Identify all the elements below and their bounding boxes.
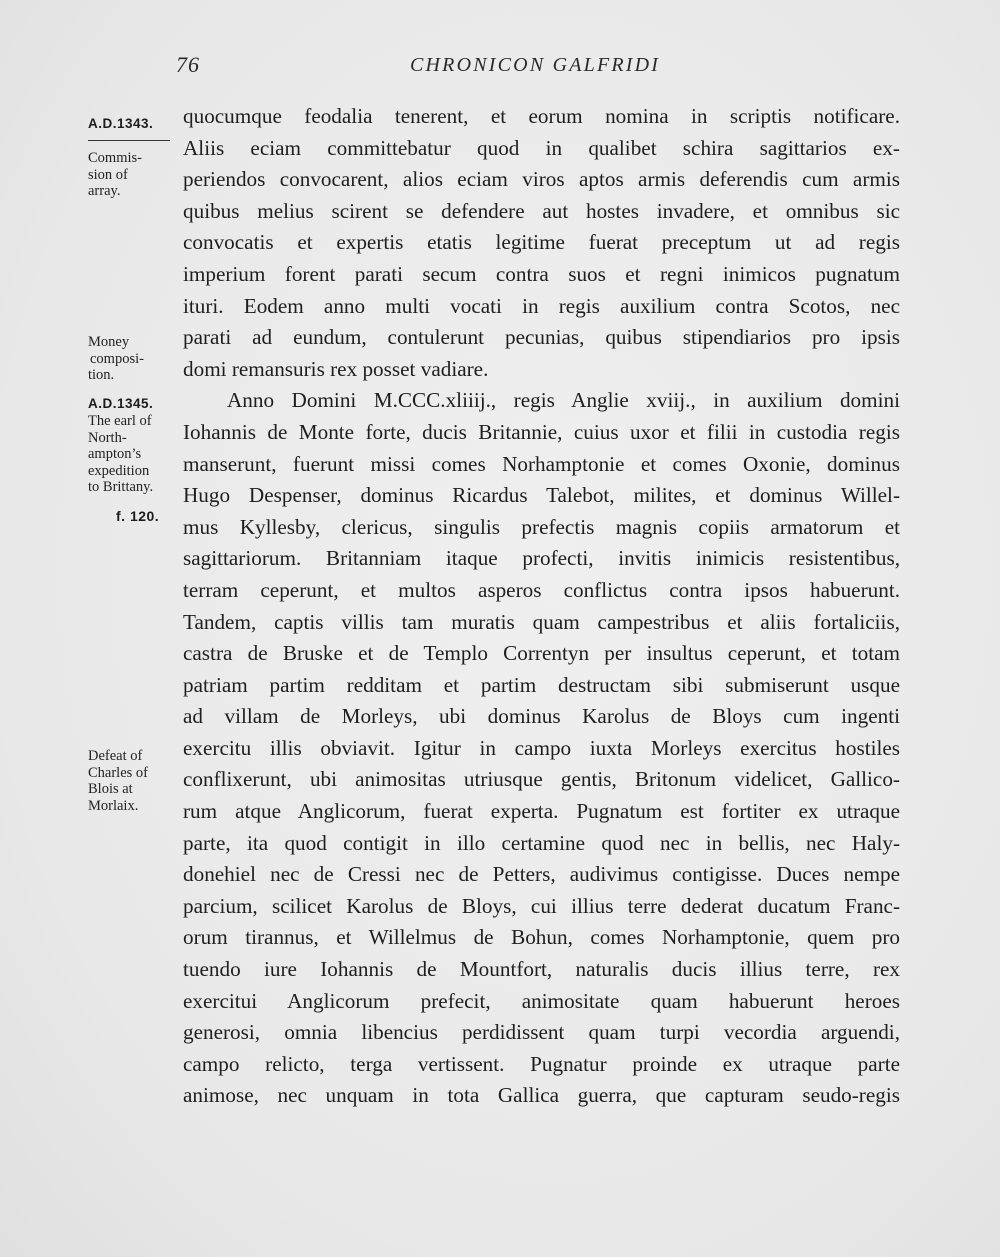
margin-notes [0,0,180,1257]
margin-note-line: The earl of [88,413,152,429]
margin-note-commission [88,150,178,200]
text-line: imperium forent parati secum contra suos et regni inimicos pugnatum [183,261,900,286]
text-line: rum atque Anglicorum, fuerat experta. Pugnatum est fortiter ex utraque [183,799,900,824]
text-line: manserunt, fuerunt missi comes Norhamptonie et comes Oxonie, dominus [183,451,900,476]
text-line: orum tirannus, et Willelmus de Bohun, comes Norhamptonie, quem pro [183,925,900,950]
text-line: conflixerunt, ubi animositas utriusque gentis, Britonum videlicet, Gallico- [183,767,900,792]
text-line: exercitu illis obviavit. Igitur in campo iuxta Morleys exercitus hostiles [183,735,900,760]
margin-note-defeat [88,748,178,814]
margin-note-line: Defeat of [88,748,143,764]
year-label-1345: A.D.1345. [88,396,154,411]
text-line: donehiel nec de Cressi nec de Petters, audivimus contigisse. Duces nempe [183,862,900,887]
margin-note-line: Money [88,334,130,350]
margin-note-line: array. [88,183,121,199]
text-line: exercitui Anglicorum prefecit, animositate quam habuerunt heroes [183,988,900,1013]
margin-rule [88,140,170,141]
text-line: generosi, omnia libencius perdidissent quam turpi vecordia arguendi, [183,1020,900,1045]
text-line: animose, nec unquam in tota Gallica guerra, que capturam seudo-regis [183,1083,900,1108]
text-line: tuendo iure Iohannis de Mountfort, naturalis ducis illius terre, rex [183,957,900,982]
text-line: Hugo Despenser, dominus Ricardus Talebot, milites, et dominus Willel- [183,483,900,508]
text-line: parati ad eundum, contulerunt pecunias, quibus stipendiarios pro ipsis [183,325,900,350]
margin-note-line: expedition [88,462,150,479]
margin-note-line: composi- [90,350,144,367]
margin-note-money [88,334,178,384]
text-line: ad villam de Morleys, ubi dominus Karolus de Bloys cum ingenti [183,704,900,729]
year-label-1343: A.D.1343. [88,116,154,131]
margin-note-line: Commis- [88,150,142,166]
text-line: convocatis et expertis etatis legitime fuerat preceptum ut ad regis [183,230,900,255]
margin-note-line: Morlaix. [88,797,139,814]
running-title: CHRONICON GALFRIDI [410,54,661,76]
margin-note-earl [88,413,178,496]
page-number: 76 [176,52,200,77]
text-line: campo relicto, terga vertissent. Pugnatur proinde ex utraque parte [183,1051,900,1076]
text-line-paragraph-end: domi remansuris rex posset vadiare. [183,356,489,381]
text-line-paragraph-start: Anno Domini M.CCC.xliiij., regis Anglie xviij., in auxilium domini [227,388,900,413]
margin-note-line: Blois at [88,781,133,797]
text-line: Iohannis de Monte forte, ducis Britannie, cuius uxor et filii in custodia regis [183,419,900,444]
text-line: terram ceperunt, et multos asperos conflictus contra ipsos habuerunt. [183,577,900,602]
margin-note-line: Charles of [88,764,148,781]
margin-note-line: tion. [88,367,115,383]
text-line: parcium, scilicet Karolus de Bloys, cui illius terre dederat ducatum Franc- [183,893,900,918]
text-line: mus Kyllesby, clericus, singulis prefectis magnis copiis armatorum et [183,514,900,539]
text-line: Aliis eciam committebatur quod in qualibet schira sagittarios ex- [183,135,900,160]
text-line: patriam partim redditam et partim destructam sibi submiserunt usque [183,672,900,697]
text-line: ituri. Eodem anno multi vocati in regis auxilium contra Scotos, nec [183,293,900,318]
text-line: castra de Bruske et de Templo Correntyn per insultus ceperunt, et totam [183,641,900,666]
folio-label: f. 120. [116,508,160,524]
margin-note-line: ampton’s [88,446,142,462]
text-line: quocumque feodalia tenerent, et eorum nomina in scriptis notificare. [183,104,900,128]
margin-note-line: to Brittany. [88,479,154,495]
text-line: periendos convocarent, alios eciam viros aptos armis deferendis cum armis [183,167,900,192]
body-text [183,101,900,1112]
text-line: sagittariorum. Britanniam itaque profecti, invitis inimicis resistentibus, [183,546,900,571]
text-line: quibus melius scirent se defendere aut hostes invadere, et omnibus sic [183,198,900,223]
text-line: Tandem, captis villis tam muratis quam campestribus et aliis fortaliciis, [183,609,900,634]
margin-note-line: North- [88,429,127,446]
margin-note-line: sion of [88,166,128,183]
text-line: parte, ita quod contigit in illo certamine quod nec in bellis, nec Haly- [183,830,900,855]
